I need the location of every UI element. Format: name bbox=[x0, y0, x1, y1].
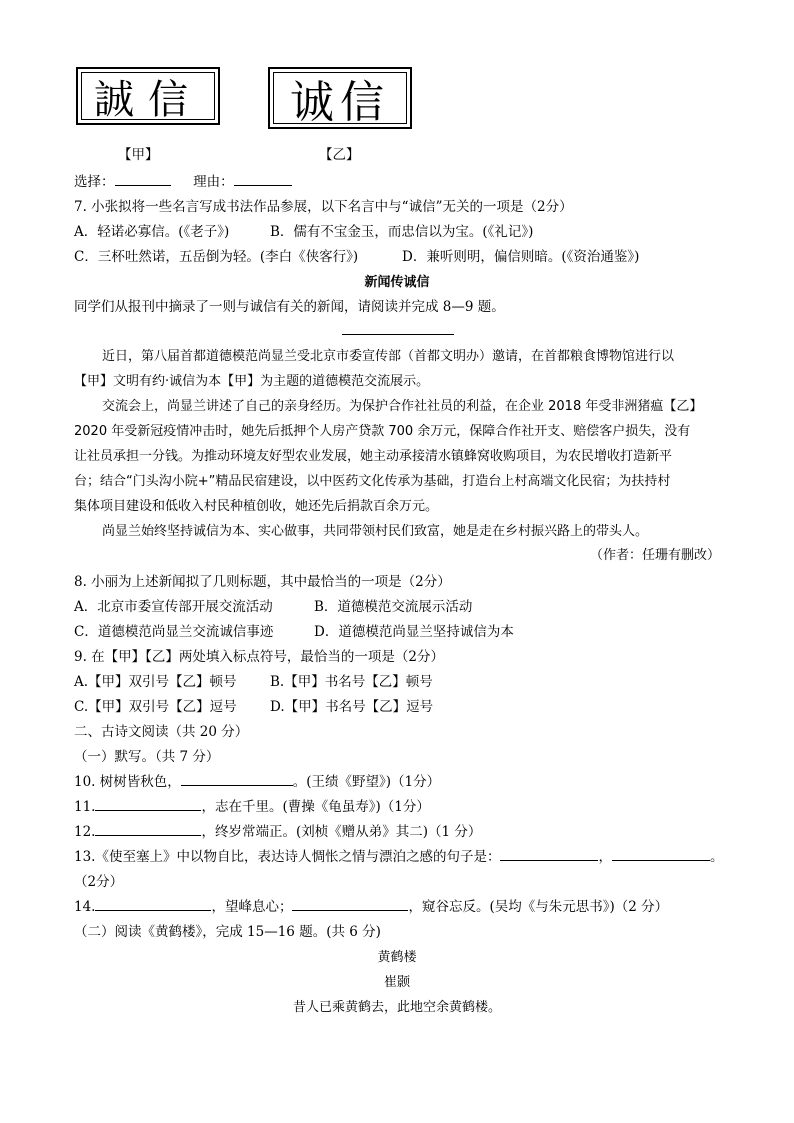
q7-stem: 7. 小张拟将一些名言写成书法作品参展，以下名言中与“诚信”无关的一项是（2分） bbox=[74, 199, 573, 215]
reason-blank[interactable] bbox=[234, 184, 292, 186]
poem-author: 崔颢 bbox=[383, 975, 410, 990]
news-source: （作者：任珊有删改） bbox=[590, 548, 721, 563]
choice-line bbox=[74, 170, 292, 190]
q8-option-a: A．北京市委宣传部开展交流活动 bbox=[74, 599, 273, 615]
divider bbox=[342, 334, 454, 335]
news-p1-line2: 【甲】文明有约·诚信为本【甲】为主题的道德模范交流展示。 bbox=[74, 374, 430, 389]
part2-sub1: （一）默写。（共 7 分） bbox=[74, 749, 220, 765]
q12-blank[interactable] bbox=[95, 834, 201, 836]
part2-sub2: （二）阅读《黄鹤楼》，完成 15—16 题。(共 6 分) bbox=[74, 924, 381, 940]
q9-option-d: D.【甲】书名号【乙】逗号 bbox=[270, 699, 434, 715]
news-p2-line2: 2020 年受新冠疫情冲击时，她先后抵押个人房产贷款 700 余万元，保障合作社开支、赔偿客户损失，没有 bbox=[74, 424, 691, 439]
q8-option-d: D．道德模范尚显兰坚持诚信为本 bbox=[314, 624, 514, 640]
q7-option-d: D．兼听则明，偏信则暗。(《资治通鉴》) bbox=[402, 249, 640, 265]
calligraphy-regular-script: 诚信 bbox=[290, 77, 390, 128]
q7-option-b: B．儒有不宝金玉，而忠信以为宝。(《礼记》) bbox=[270, 224, 534, 240]
calligraphy-box-b bbox=[268, 67, 412, 129]
q8-option-c: C．道德模范尚显兰交流诚信事迹 bbox=[74, 624, 274, 640]
q9-option-a: A.【甲】双引号【乙】顿号 bbox=[74, 674, 237, 690]
q13-score: （2分） bbox=[74, 874, 124, 890]
q7-option-a: A．轻诺必寡信。(《老子》) bbox=[74, 224, 230, 240]
q10: 10. 树树皆秋色， 。(王绩《野望》)（1分） bbox=[74, 774, 441, 790]
select-blank[interactable] bbox=[115, 184, 171, 186]
calligraphy-box-a bbox=[76, 67, 220, 125]
q9-option-c: C.【甲】双引号【乙】逗号 bbox=[74, 699, 237, 715]
q14: 14. ，望峰息心； ，窥谷忘反。(吴均《与朱元思书》)（2 分） bbox=[74, 899, 669, 915]
section-intro: 同学们从报刊中摘录了一则与诚信有关的新闻，请阅读并完成 8—9 题。 bbox=[74, 299, 505, 315]
news-p2-line5: 集体项目建设和低收入村民种植创收，她还先后捐款百余万元。 bbox=[74, 499, 439, 514]
q11-blank[interactable] bbox=[95, 809, 201, 811]
poem-title: 黄鹤楼 bbox=[377, 950, 417, 965]
label-yi: 【乙】 bbox=[319, 147, 360, 163]
calligraphy-seal-script: 誠信 bbox=[94, 76, 202, 123]
q13-blank-1[interactable] bbox=[500, 859, 598, 861]
news-p1-line1: 近日，第八届首都道德模范尚显兰受北京市委宣传部（首都文明办）邀请，在首都粮食博物馆进行以 bbox=[102, 349, 675, 364]
q12: 12. ，终岁常端正。(刘桢《赠从弟》其二)（1 分） bbox=[74, 824, 482, 840]
poem-line-1: 昔人已乘黄鹤去，此地空余黄鹤楼。 bbox=[292, 1000, 501, 1015]
q9-stem: 9. 在【甲】【乙】两处填入标点符号，最恰当的一项是（2分） bbox=[74, 649, 445, 665]
news-p2-line3: 让社员承担一分钱。为推动环境友好型农业发展，她主动承接清水镇蜂窝收购项目，为农民增收打造新平 bbox=[74, 449, 673, 464]
q8-option-b: B．道德模范交流展示活动 bbox=[314, 599, 473, 615]
news-p2-line1: 交流会上，尚显兰讲述了自己的亲身经历。为保护合作社社员的利益，在企业 2018 年受非洲猪瘟【乙】 bbox=[102, 399, 703, 414]
news-p2-line4: 台；结合“门头沟小院+”精品民宿建设，以中医药文化传承为基础，打造台上村高端文化民宿；为扶持村 bbox=[74, 474, 671, 489]
q10-blank[interactable] bbox=[181, 784, 293, 786]
q9-option-b: B.【甲】书名号【乙】顿号 bbox=[270, 674, 433, 690]
q8-stem: 8. 小丽为上述新闻拟了几则标题，其中最恰当的一项是（2分） bbox=[74, 574, 451, 590]
select-label: 选择： bbox=[74, 174, 115, 190]
q7-option-c: C．三杯吐然诺，五岳倒为轻。(李白《侠客行》) bbox=[74, 249, 359, 265]
label-jia: 【甲】 bbox=[118, 147, 159, 163]
section-title: 新闻传诚信 bbox=[364, 275, 430, 290]
reason-label: 理由： bbox=[193, 174, 234, 190]
q14-blank-1[interactable] bbox=[95, 909, 211, 911]
q11: 11. ，志在千里。(曹操《龟虽寿》)（1分） bbox=[74, 799, 430, 815]
q13-blank-2[interactable] bbox=[612, 859, 710, 861]
q13: 13.《使至塞上》中以物自比，表达诗人惆怅之情与漂泊之感的句子是： ， 。 bbox=[74, 849, 724, 865]
part2-title: 二、古诗文阅读（共 20 分） bbox=[74, 724, 249, 740]
q14-blank-2[interactable] bbox=[292, 909, 408, 911]
news-p3-line1: 尚显兰始终坚持诚信为本、实心做事，共同带领村民们致富，她是走在乡村振兴路上的带头人。 bbox=[102, 524, 649, 539]
